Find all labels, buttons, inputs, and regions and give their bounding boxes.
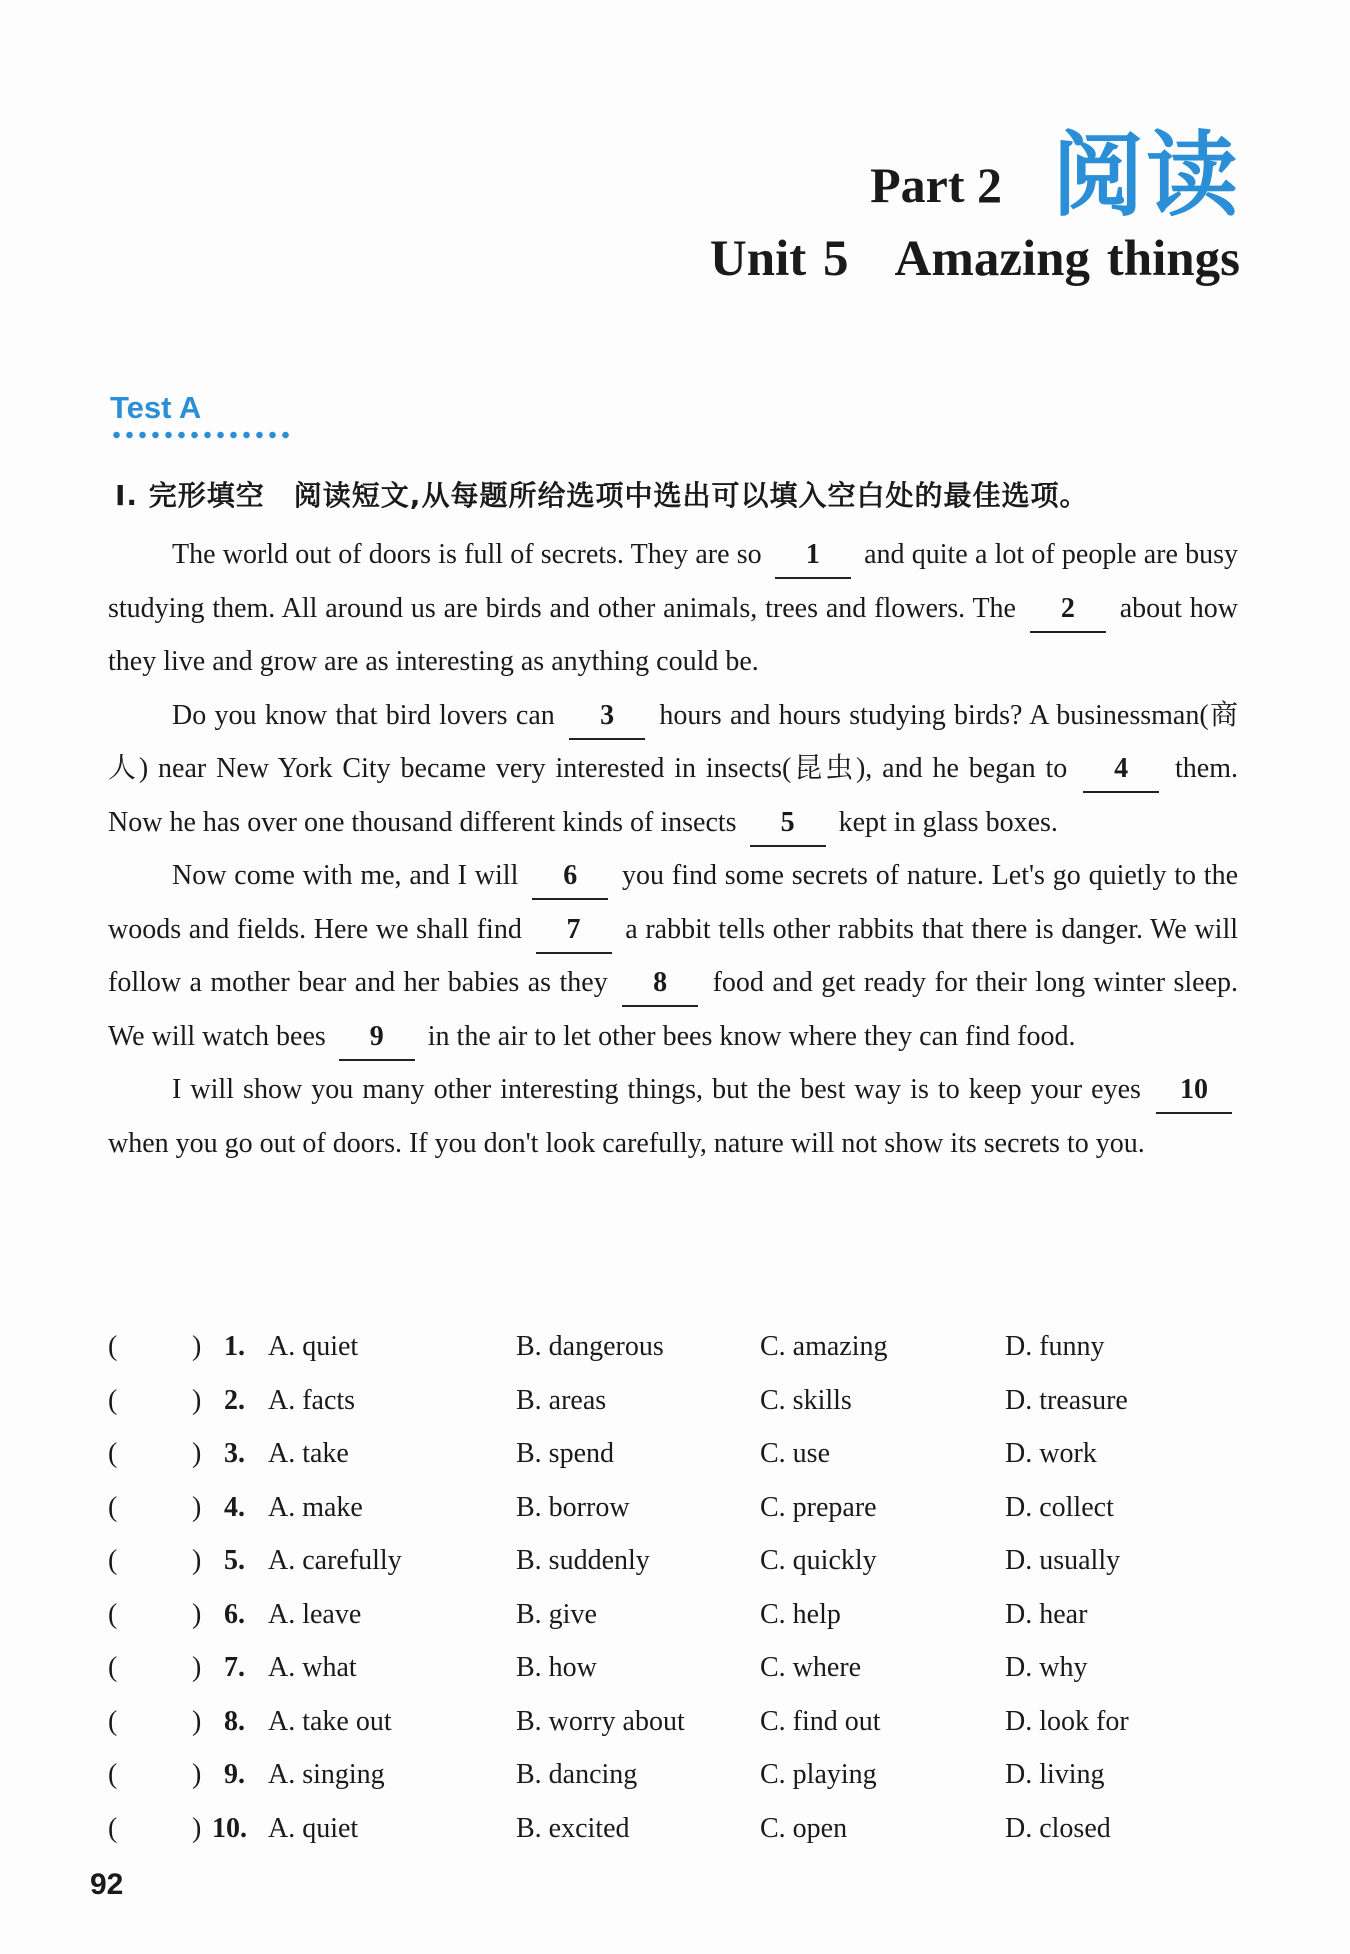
option-c[interactable]: C. quickly [760,1545,877,1576]
answer-paren-open[interactable]: ( [108,1438,118,1469]
answer-paren-close: ) [192,1705,202,1737]
option-a[interactable]: A. singing [268,1759,385,1790]
option-b[interactable]: B. areas [516,1384,607,1416]
answer-paren-close: ) [192,1491,202,1523]
option-c[interactable]: C. help [760,1598,841,1630]
option-c[interactable]: C. use [760,1438,830,1469]
cloze-passage [108,528,1238,1170]
option-d[interactable]: D. treasure [1005,1384,1128,1416]
part-chinese-title: 阅读 [1051,122,1240,229]
part-heading [710,122,1240,229]
option-d[interactable]: D. living [1005,1759,1105,1790]
section-instruction: Ⅰ. 完形填空 阅读短文,从每题所给选项中选出可以填入空白处的最佳选项。 [115,479,1089,512]
blank-1[interactable]: 1 [775,533,851,579]
option-b[interactable]: B. dancing [516,1759,638,1790]
passage-text: about how they live and grow are as interesting as anything could be. [108,592,1238,677]
answer-paren-open[interactable]: ( [108,1331,118,1362]
answer-paren-close: ) [192,1384,202,1416]
answer-paren-open[interactable]: ( [108,1812,118,1844]
option-a[interactable]: A. facts [268,1384,356,1416]
answer-paren-open[interactable]: ( [108,1705,118,1737]
passage-text: hours and hours studying birds? A businessman(商人) near New York City became very interested in insects(昆虫), and he began to [108,699,1239,784]
option-a[interactable]: A. leave [268,1598,362,1630]
option-d[interactable]: D. look for [1005,1705,1129,1737]
answer-paren-close: ) [192,1598,202,1630]
question-number: 7. [224,1652,245,1683]
passage-paragraph-4 [108,1063,1238,1170]
question-row [108,1534,1248,1588]
option-a[interactable]: A. carefully [268,1545,402,1576]
option-a[interactable]: A. take [268,1438,349,1469]
blank-9[interactable]: 9 [339,1015,415,1061]
page-number: 92 [90,1868,124,1901]
option-a[interactable]: A. what [268,1652,357,1683]
blank-3[interactable]: 3 [569,694,645,740]
option-c[interactable]: C. playing [760,1759,877,1790]
question-number: 2. [224,1384,245,1416]
answer-paren-open[interactable]: ( [108,1652,118,1683]
question-row [108,1748,1248,1802]
option-d[interactable]: D. why [1005,1652,1088,1683]
answer-paren-open[interactable]: ( [108,1491,118,1523]
answer-paren-close: ) [192,1331,202,1362]
question-number: 4. [224,1491,245,1523]
option-b[interactable]: B. worry about [516,1705,685,1737]
option-b[interactable]: B. borrow [516,1491,630,1523]
dotted-underline [110,431,290,439]
question-row [108,1427,1248,1481]
question-row [108,1374,1248,1428]
answer-paren-open[interactable]: ( [108,1384,118,1416]
answer-paren-close: ) [192,1438,202,1469]
passage-text: kept in glass boxes. [838,806,1058,838]
option-d[interactable]: D. usually [1005,1545,1121,1576]
question-number: 1. [224,1331,245,1362]
part-label: Part 2 [870,157,1002,213]
passage-paragraph-3 [108,849,1238,1063]
passage-text: them. Now he has over one thousand different kinds of insects [108,753,1239,838]
blank-8[interactable]: 8 [622,961,698,1007]
passage-text: when you go out of doors. If you don't look carefully, nature will not show its secrets to you. [108,1127,1145,1159]
option-d[interactable]: D. funny [1005,1331,1105,1362]
answer-paren-close: ) [192,1545,202,1576]
option-b[interactable]: B. suddenly [516,1545,650,1576]
option-c[interactable]: C. where [760,1652,862,1683]
question-row [108,1481,1248,1535]
answer-paren-open[interactable]: ( [108,1598,118,1630]
question-number: 3. [224,1438,245,1469]
option-a[interactable]: A. make [268,1491,363,1523]
question-number: 10. [212,1812,247,1844]
option-c[interactable]: C. find out [760,1705,881,1737]
page-header [709,122,1240,288]
option-c[interactable]: C. amazing [760,1331,888,1362]
option-b[interactable]: B. how [516,1652,597,1683]
question-row [108,1641,1248,1695]
passage-text: and quite a lot of people are busy studying them. All around us are birds and other animals, trees and flowers. The [108,539,1239,624]
test-label: Test A [110,390,202,425]
option-a[interactable]: A. take out [268,1705,392,1737]
question-row [108,1588,1248,1642]
passage-paragraph-2 [108,689,1238,850]
option-d[interactable]: D. collect [1005,1491,1114,1523]
answer-paren-open[interactable]: ( [108,1759,118,1790]
blank-4[interactable]: 4 [1083,747,1159,793]
option-b[interactable]: B. dangerous [516,1331,664,1362]
option-a[interactable]: A. quiet [268,1331,359,1362]
option-c[interactable]: C. prepare [760,1491,877,1523]
question-row [108,1695,1248,1749]
option-c[interactable]: C. skills [760,1384,852,1416]
question-row [108,1802,1248,1856]
answer-options [108,1320,1248,1855]
unit-number: Unit 5 [709,231,849,287]
option-d[interactable]: D. work [1005,1438,1097,1469]
question-number: 5. [224,1545,245,1576]
blank-10[interactable]: 10 [1156,1068,1232,1114]
passage-text: Now come with me, and I will [172,860,519,891]
answer-paren-open[interactable]: ( [108,1545,118,1576]
unit-name: Amazing things [894,231,1240,287]
blank-2[interactable]: 2 [1030,587,1106,633]
passage-text: you find some secrets of nature. Let's go quietly to the woods and fields. Here we shall find [108,860,1239,945]
blank-7[interactable]: 7 [536,908,612,954]
passage-text: a rabbit tells other rabbits that there is danger. We will follow a mother bear and her babies as they [108,913,1239,998]
option-b[interactable]: B. excited [516,1812,630,1844]
option-b[interactable]: B. give [516,1598,597,1630]
option-c[interactable]: C. open [760,1812,848,1844]
question-row [108,1320,1248,1374]
question-number: 6. [224,1598,245,1630]
answer-paren-close: ) [192,1652,202,1683]
question-number: 8. [224,1705,245,1737]
option-b[interactable]: B. spend [516,1438,614,1469]
option-d[interactable]: D. hear [1005,1598,1088,1630]
answer-paren-close: ) [192,1812,202,1844]
passage-text: food and get ready for their long winter sleep. We will watch bees [108,967,1239,1052]
unit-title [710,230,1240,288]
option-a[interactable]: A. quiet [268,1812,359,1844]
option-d[interactable]: D. closed [1005,1812,1111,1844]
question-number: 9. [224,1759,245,1790]
passage-text: in the air to let other bees know where they can find food. [427,1020,1076,1052]
blank-5[interactable]: 5 [750,801,826,847]
answer-paren-close: ) [192,1759,202,1790]
passage-text: Do you know that bird lovers can [172,699,555,731]
passage-text: I will show you many other interesting things, but the best way is to keep your eyes [172,1074,1141,1105]
passage-paragraph-1 [108,528,1238,689]
passage-text: The world out of doors is full of secrets. They are so [172,539,762,570]
blank-6[interactable]: 6 [532,854,608,900]
